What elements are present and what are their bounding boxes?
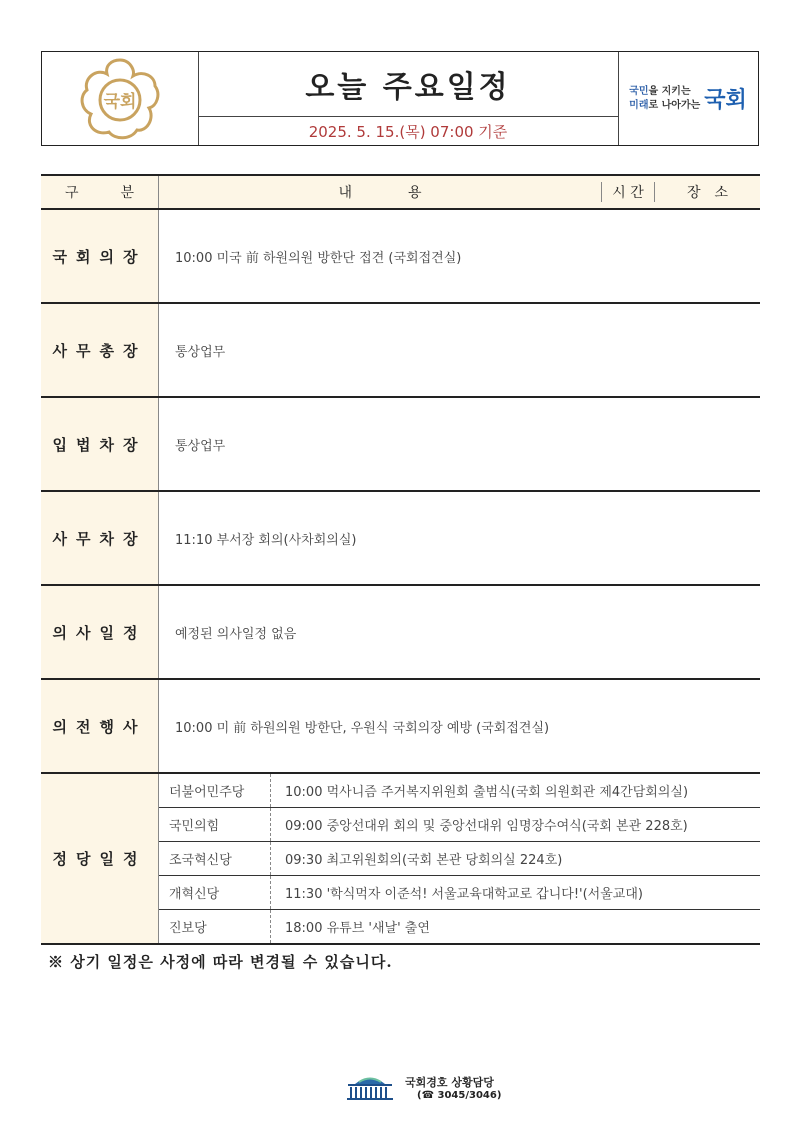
header-content: 내 용 시 간 장 소	[159, 175, 761, 209]
page-title: 오늘 주요일정	[198, 52, 618, 117]
party-row: 조국혁신당 09:30 최고위원회의(국회 본관 당회의실 224호)	[41, 842, 760, 876]
table-row: 의전행사 10:00 미 前 하원의원 방한단, 우원식 국회의장 예방 (국회접견실)	[41, 679, 760, 773]
table-row: 의사일정 예정된 의사일정 없음	[41, 585, 760, 679]
date-stamp: 2025. 5. 15.(목) 07:00 기준	[308, 122, 508, 141]
footer-phone: (☎ 3045/3046)	[417, 1089, 502, 1101]
schedule-table	[41, 174, 760, 945]
header-category: 구 분	[41, 175, 159, 209]
header-box	[41, 51, 759, 146]
disclaimer-note: ※ 상기 일정은 사정에 따라 변경될 수 있습니다.	[48, 953, 393, 971]
footer	[345, 1072, 501, 1102]
assembly-building-icon	[345, 1072, 395, 1102]
party-row: 개혁신당 11:30 '학식먹자 이준석! 서울교육대학교로 갑니다!'(서울교대)	[41, 876, 760, 910]
party-row: 진보당 18:00 유튜브 '새날' 출연	[41, 910, 760, 945]
national-assembly-seal	[42, 52, 199, 145]
table-row: 입법차장 통상업무	[41, 397, 760, 491]
slogan-logo: 국민을 지키는 미래로 나아가는 국회	[629, 85, 747, 113]
table-row: 국회의장 10:00 미국 前 하원의원 방한단 접견 (국회접견실)	[41, 209, 760, 303]
svg-text:국회: 국회	[103, 91, 137, 112]
table-row: 사무총장 통상업무	[41, 303, 760, 397]
table-row: 사무차장 11:10 부서장 회의(사차회의실)	[41, 491, 760, 585]
footer-dept: 국회경호 상황담당	[405, 1075, 494, 1089]
party-row: 정당일정 더불어민주당 10:00 먹사니즘 주거복지위원회 출범식(국회 의원회관 제4간담회의실)	[41, 773, 760, 808]
party-row: 국민의힘 09:00 중앙선대위 회의 및 중앙선대위 임명장수여식(국회 본관 228호)	[41, 808, 760, 842]
